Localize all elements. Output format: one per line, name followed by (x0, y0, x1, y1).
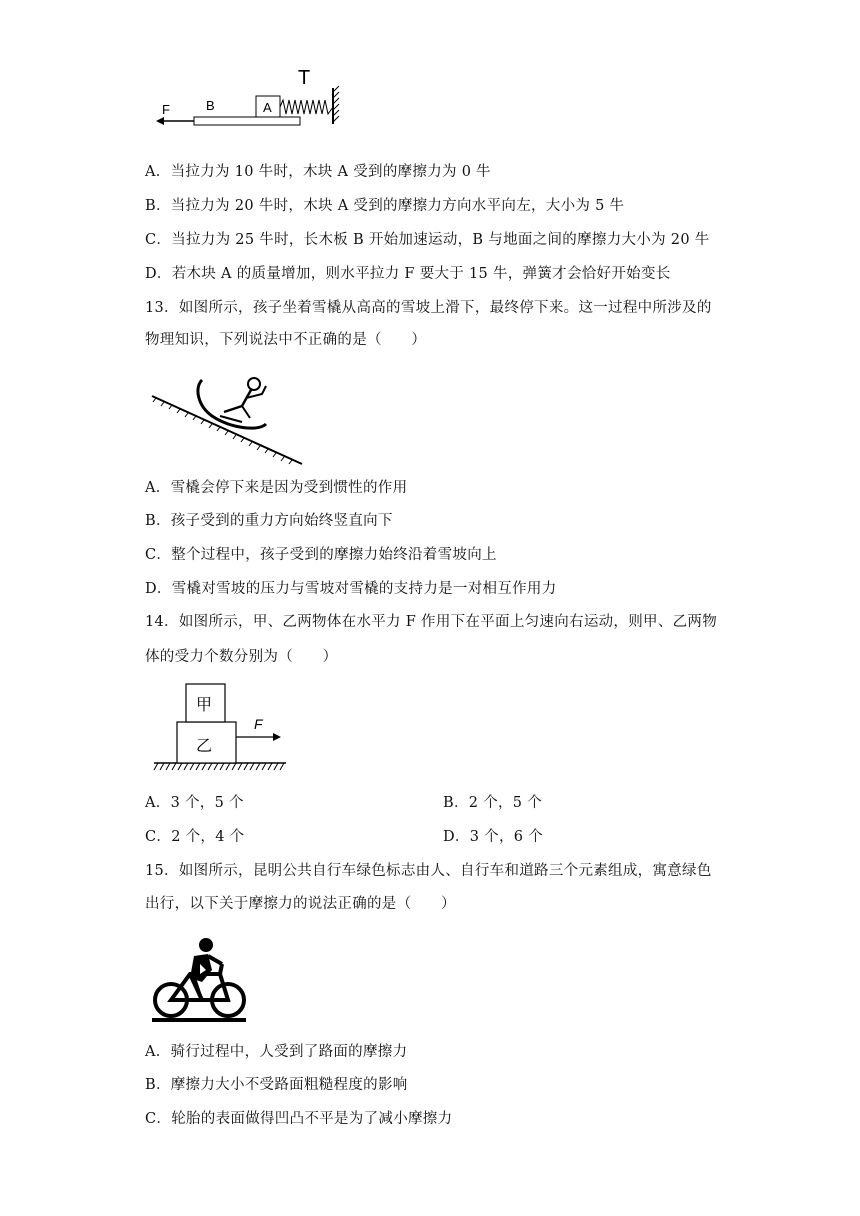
q14-label-yi: 乙 (196, 738, 213, 755)
q14-label-jia: 甲 (196, 697, 213, 714)
q13-stem-line1: 13．如图所示，孩子坐着雪橇从高高的雪坡上滑下，最终停下来。这一过程中所涉及的 (145, 300, 712, 316)
q12-option-b: B．当拉力为 20 牛时，木块 A 受到的摩擦力方向水平向左，大小为 5 牛 (145, 198, 625, 214)
q15-option-b: B．摩擦力大小不受路面粗糙程度的影响 (145, 1077, 408, 1093)
q13-option-a: A．雪橇会停下来是因为受到惯性的作用 (145, 480, 408, 496)
q12-label-A: A (263, 100, 272, 115)
q14-figure (150, 680, 295, 776)
q15-figure (150, 934, 250, 1026)
q14-option-a: A．3 个，5 个 (145, 795, 244, 811)
q12-label-T: T (298, 67, 311, 89)
q12-option-c: C．当拉力为 25 牛时，长木板 B 开始加速运动，B 与地面之间的摩擦力大小为 20 牛 (145, 232, 710, 248)
q12-figure (150, 62, 350, 134)
q12-label-F: F (162, 102, 170, 117)
q15-option-a: A．骑行过程中，人受到了路面的摩擦力 (145, 1044, 408, 1060)
q14-option-c: C．2 个，4 个 (145, 829, 245, 845)
q13-stem-line2: 物理知识，下列说法中不正确的是（ ） (145, 332, 427, 348)
q14-option-d: D．3 个，6 个 (443, 829, 543, 845)
q12-label-B: B (206, 98, 215, 113)
q13-option-c: C．整个过程中，孩子受到的摩擦力始终沿着雪坡向上 (145, 547, 497, 563)
q13-option-b: B．孩子受到的重力方向始终竖直向下 (145, 513, 393, 529)
q14-stem-line2: 体的受力个数分别为（ ） (145, 649, 338, 665)
q15-stem-line1: 15．如图所示，昆明公共自行车绿色标志由人、自行车和道路三个元素组成，寓意绿色 (145, 863, 712, 879)
q12-option-a: A．当拉力为 10 牛时，木块 A 受到的摩擦力为 0 牛 (145, 164, 491, 180)
q14-label-F: F (254, 716, 263, 732)
q14-option-b: B．2 个，5 个 (443, 795, 543, 811)
q13-option-d: D．雪橇对雪坡的压力与雪坡对雪橇的支持力是一对相互作用力 (145, 581, 557, 597)
q15-option-c: C．轮胎的表面做得凹凸不平是为了减小摩擦力 (145, 1111, 453, 1127)
q15-stem-line2: 出行，以下关于摩擦力的说法正确的是（ ） (145, 896, 456, 912)
q12-option-d: D．若木块 A 的质量增加，则水平拉力 F 要大于 15 牛，弹簧才会恰好开始变长 (145, 266, 671, 282)
q13-figure (150, 372, 310, 468)
q14-stem-line1: 14．如图所示，甲、乙两物体在水平力 F 作用下在平面上匀速向右运动，则甲、乙两物 (145, 614, 718, 630)
